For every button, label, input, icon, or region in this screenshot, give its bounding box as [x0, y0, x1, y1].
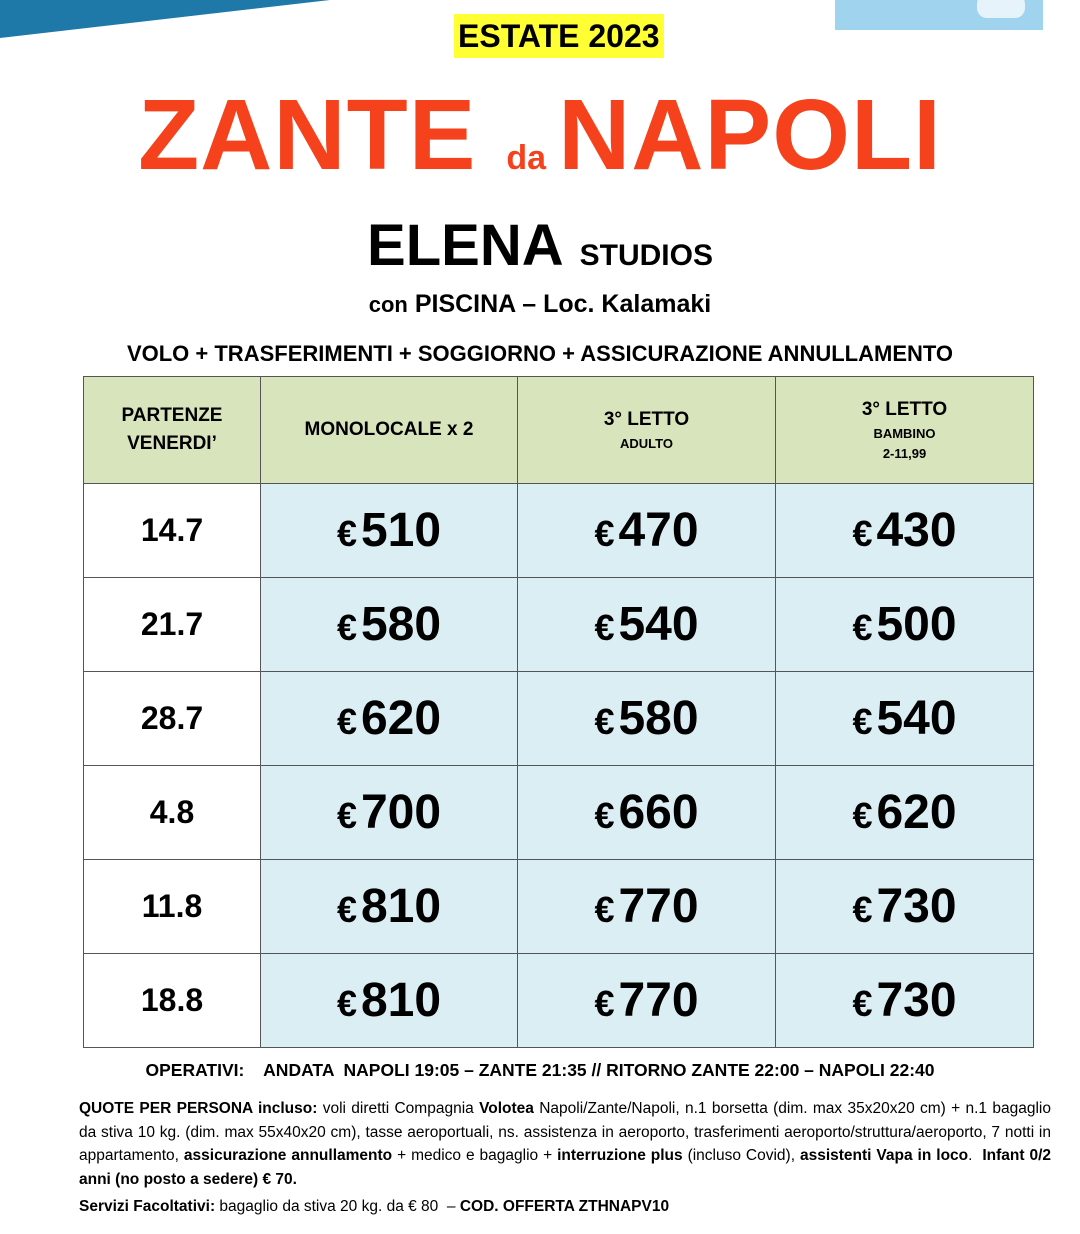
- euro-symbol: €: [336, 701, 357, 742]
- price-third-bed-child: [776, 672, 1034, 766]
- corner-decoration-right: [835, 0, 1043, 30]
- euro-symbol: €: [594, 513, 615, 554]
- price-third-bed-adult: [518, 672, 776, 766]
- season-badge: ESTATE 2023: [454, 14, 664, 58]
- departure-date: 21.7: [84, 578, 261, 672]
- euro-symbol: €: [594, 795, 615, 836]
- euro-symbol: €: [336, 513, 357, 554]
- euro-symbol: €: [594, 607, 615, 648]
- price-value: 770: [618, 974, 699, 1027]
- header-monolocale: MONOLOCALE x 2: [261, 377, 518, 484]
- header-third-bed-adult: 3° LETTO ADULTO: [518, 377, 776, 484]
- header-departures: PARTENZE VENERDI’: [84, 377, 261, 484]
- hotel-subtitle: [0, 290, 1080, 319]
- table-row: [84, 954, 1034, 1048]
- departure-date: 18.8: [84, 954, 261, 1048]
- price-monolocale: [261, 484, 518, 578]
- hotel-features: PISCINA – Loc. Kalamaki: [414, 290, 712, 318]
- price-third-bed-adult: [518, 484, 776, 578]
- euro-symbol: €: [594, 701, 615, 742]
- price-monolocale: [261, 672, 518, 766]
- departure-date: 4.8: [84, 766, 261, 860]
- price-value: 540: [618, 598, 699, 651]
- price-third-bed-adult: [518, 860, 776, 954]
- euro-symbol: €: [852, 795, 873, 836]
- price-table: [83, 376, 1034, 1048]
- package-headline: VOLO + TRASFERIMENTI + SOGGIORNO + ASSICURAZIONE ANNULLAMENTO: [126, 341, 954, 366]
- hotel-type: STUDIOS: [579, 239, 713, 272]
- price-value: 430: [876, 504, 957, 557]
- table-row: [84, 860, 1034, 954]
- price-value: 810: [360, 880, 442, 933]
- header-third-bed-child: 3° LETTO BAMBINO 2-11,99: [776, 377, 1034, 484]
- departure-date: 28.7: [84, 672, 261, 766]
- price-value: 580: [360, 598, 442, 651]
- euro-symbol: €: [852, 607, 873, 648]
- euro-symbol: €: [852, 701, 873, 742]
- hotel-prefix: con: [368, 292, 408, 317]
- price-value: 730: [876, 880, 957, 933]
- hotel-title: [0, 212, 1080, 279]
- price-value: 620: [360, 692, 442, 745]
- optional-services: Servizi Facoltativi: bagaglio da stiva 20 kg. da € 80 – COD. OFFERTA ZTHNAPV10: [79, 1198, 670, 1215]
- price-value: 620: [876, 786, 957, 839]
- price-value: 540: [876, 692, 957, 745]
- table-row: [84, 578, 1034, 672]
- euro-symbol: €: [336, 889, 357, 930]
- price-value: 730: [876, 974, 957, 1027]
- destination-title: [0, 78, 1080, 193]
- price-value: 510: [360, 504, 442, 557]
- destination-connector: da: [506, 139, 547, 177]
- price-value: 660: [618, 786, 699, 839]
- price-third-bed-adult: [518, 578, 776, 672]
- euro-symbol: €: [852, 513, 873, 554]
- corner-decoration-left: [0, 0, 330, 38]
- euro-symbol: €: [594, 889, 615, 930]
- schedule-label: OPERATIVI:: [145, 1060, 245, 1080]
- destination-name: ZANTE: [138, 79, 477, 191]
- price-monolocale: [261, 954, 518, 1048]
- price-monolocale: [261, 578, 518, 672]
- included-notes: QUOTE PER PERSONA incluso: voli diretti Compagnia Volotea Napoli/Zante/Napoli, n.1 borsetta (dim. max 35x20x20 cm) + n.1 bagaglio da stiva 10 kg. (dim. max 55x40x20 cm), tasse aeroportuali, ns. assistenza in aeroporto, trasferimenti aeroporto/struttura/aeroporto, 7 notti in appartamento, assicurazione annullamento + medico e bagaglio + interruzione plus (incluso Covid), assistenti Vapa in loco. Infant 0/2 anni (no posto a sedere) € 70.: [79, 1100, 1052, 1188]
- price-value: 580: [618, 692, 699, 745]
- price-value: 500: [876, 598, 957, 651]
- price-monolocale: [261, 860, 518, 954]
- hotel-name: ELENA: [367, 213, 564, 278]
- table-row: [84, 484, 1034, 578]
- price-value: 770: [618, 880, 699, 933]
- euro-symbol: €: [336, 983, 357, 1024]
- price-third-bed-child: [776, 578, 1034, 672]
- price-value: 700: [360, 786, 442, 839]
- departure-date: 11.8: [84, 860, 261, 954]
- price-third-bed-adult: [518, 766, 776, 860]
- euro-symbol: €: [336, 607, 357, 648]
- price-monolocale: [261, 766, 518, 860]
- origin-name: NAPOLI: [558, 79, 942, 191]
- price-third-bed-child: [776, 954, 1034, 1048]
- schedule-text: ANDATA NAPOLI 19:05 – ZANTE 21:35 // RITORNO ZANTE 22:00 – NAPOLI 22:40: [263, 1060, 935, 1080]
- price-third-bed-child: [776, 860, 1034, 954]
- price-third-bed-child: [776, 484, 1034, 578]
- price-value: 810: [360, 974, 442, 1027]
- euro-symbol: €: [594, 983, 615, 1024]
- price-third-bed-child: [776, 766, 1034, 860]
- euro-symbol: €: [852, 889, 873, 930]
- price-third-bed-adult: [518, 954, 776, 1048]
- price-table-header: [84, 377, 1034, 484]
- table-row: [84, 672, 1034, 766]
- departure-date: 14.7: [84, 484, 261, 578]
- euro-symbol: €: [336, 795, 357, 836]
- table-row: [84, 766, 1034, 860]
- flight-schedule: [0, 1060, 1080, 1081]
- price-value: 470: [618, 504, 699, 557]
- euro-symbol: €: [852, 983, 873, 1024]
